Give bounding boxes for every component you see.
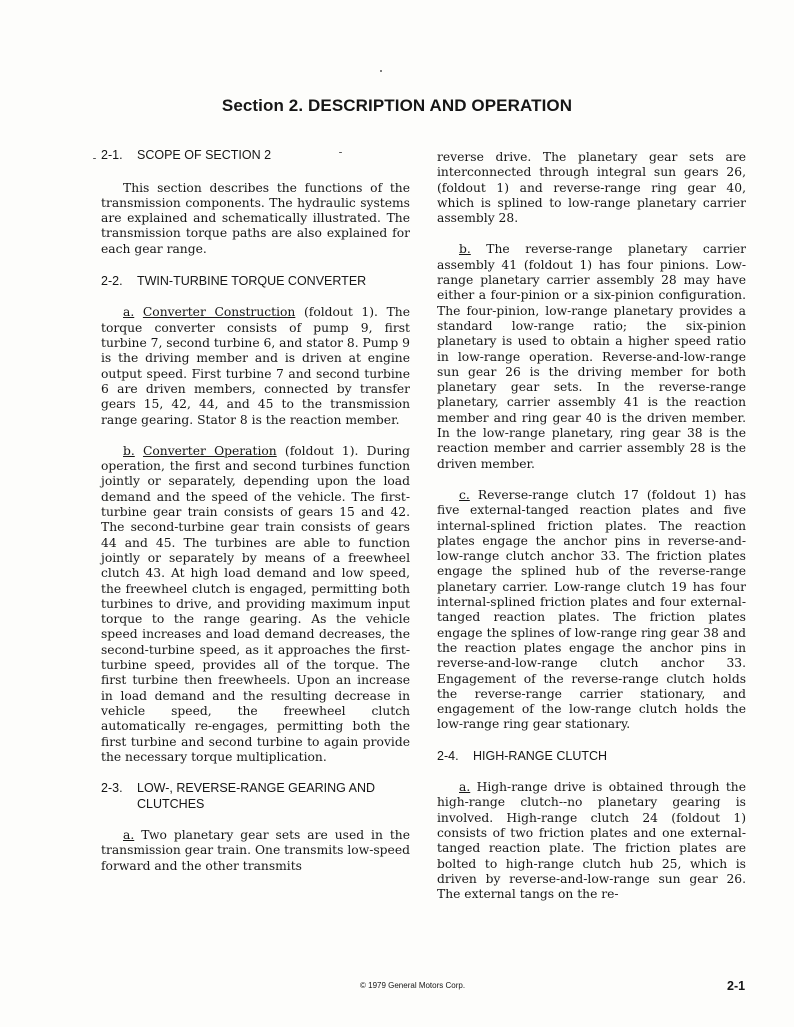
section-title: SCOPE OF SECTION 2 (137, 148, 272, 162)
section-number: 2-1. (101, 148, 123, 162)
page-title: Section 2. DESCRIPTION AND OPERATION (221, 96, 573, 115)
item-heading: Converter Operation (142, 443, 277, 458)
item-letter: a. (459, 780, 471, 795)
paragraph: b. The reverse-range planetary carrier assembly 41 (foldout 1) has four pinions. Low-range planetary carrier assembly 28 may have either a four-pinion or a six-pinion configuration. The four-pinion, low-range planetary provides a standard low-range ratio; the six-pinion planetary is used to obtain a higher speed ratio in low-range operation. Reverse-and-low-range sun gear 26 is the driving member for both planetary gear sets. In the reverse-range planetary, carrier assembly 41 is the reaction member and ring gear 40 is the driven member. In the low-range planetary, ring gear 38 is the reaction member and carrier assembly 28 is the driven member. (437, 242, 746, 471)
item-letter: b. (123, 443, 135, 458)
section-title: LOW-, REVERSE-RANGE GEARING AND CLUTCHES (137, 781, 376, 811)
item-heading: Converter Construction (142, 305, 296, 320)
section-number: 2-4. (437, 748, 459, 763)
section-heading-2-1 (101, 148, 410, 164)
item-letter: c. (459, 487, 470, 502)
paragraph: a. Converter Construction (foldout 1). The torque converter consists of pump 9, first turbine 7, second turbine 6, and stator 8. Pump 9 is the driving member and is driven at engine output speed. First turbine 7 and second turbine 6 are driven members, connected by transfer gears 15, 42, 44, and 45 to the transmission range gearing. Stator 8 is the reaction member. (101, 305, 411, 427)
copyright-notice: © 1979 General Motors Corp. (360, 981, 466, 990)
paragraph: a. High-range drive is obtained through the high-range clutch--no planetary gearing is involved. High-range clutch 24 (foldout 1) consists of two friction plates and one external-tanged reaction plate. The friction plates are bolted to high-range clutch hub 25, which is driven by reverse-and-low-range sun gear 26. The external tangs on the re- (437, 780, 746, 902)
section-title: TWIN-TURBINE TORQUE CONVERTER (137, 273, 367, 288)
item-letter: a. (123, 828, 135, 843)
paragraph: reverse drive. The planetary gear sets are interconnected through integral sun gears 26, (foldout 1) and reverse-range ring gear 40, which is splined to low-range planetary carrier assembly 28. (437, 150, 746, 226)
paragraph: c. Reverse-range clutch 17 (foldout 1) has five external-tanged reaction plates and five internal-splined friction plates. The reaction plates engage the anchor pins in reverse-and-low-range clutch anchor 33. The friction plates engage the splined hub of the reverse-range planetary carrier. Low-range clutch 19 has four internal-splined friction plates and four external-tanged reaction plates. The friction plates engage the splines of low-range ring gear 38 and the reaction plates engage the anchor pins in reverse-and-low-range clutch anchor 33. Engagement of the reverse-range clutch holds the reverse-range carrier stationary, and engagement of the low-range clutch holds the low-range ring gear stationary. (437, 487, 746, 732)
right-column (437, 150, 746, 903)
paragraph: b. Converter Operation (foldout 1). During operation, the first and second turbines function jointly or separately, depending upon the load demand and the speed of the vehicle. The first-turbine gear train consists of gears 15 and 42. The second-turbine gear train consists of gears 44 and 45. The turbines are able to function jointly or separately by means of a freewheel clutch 43. At high load demand and low speed, the freewheel clutch is engaged, permitting both turbines to drive, and providing maximum input torque to the range gearing. As the vehicle speed increases and load demand decreases, the second-turbine speed, as it approaches the first-turbine speed, provides all of the torque. The first turbine then freewheels. Upon an increase in load demand and the resulting decrease in vehicle speed, the freewheel clutch automatically re-engages, permitting both the first turbine and second turbine to again provide the necessary torque multiplication. (101, 443, 410, 764)
section-number: 2-2. (101, 273, 123, 288)
section-number: 2-3. (101, 781, 123, 796)
item-letter: a. (123, 305, 135, 320)
scan-speck (380, 70, 382, 72)
section-heading-2-4 (437, 749, 746, 765)
section-title: HIGH-RANGE CLUTCH (473, 748, 608, 763)
section-heading-2-2 (101, 274, 410, 290)
paragraph: This section describes the functions of the transmission components. The hydraulic systems are explained and schematically illustrated. The transmission torque paths are also explained for each gear range. (101, 180, 410, 256)
item-letter: b. (459, 242, 471, 257)
left-column (101, 148, 410, 874)
paragraph: a. Two planetary gear sets are used in the transmission gear train. One transmits low-speed forward and the other transmits (101, 828, 410, 873)
scan-speck (93, 158, 96, 159)
section-heading-2-3 (101, 781, 410, 812)
page-number: 2-1 (727, 979, 746, 993)
